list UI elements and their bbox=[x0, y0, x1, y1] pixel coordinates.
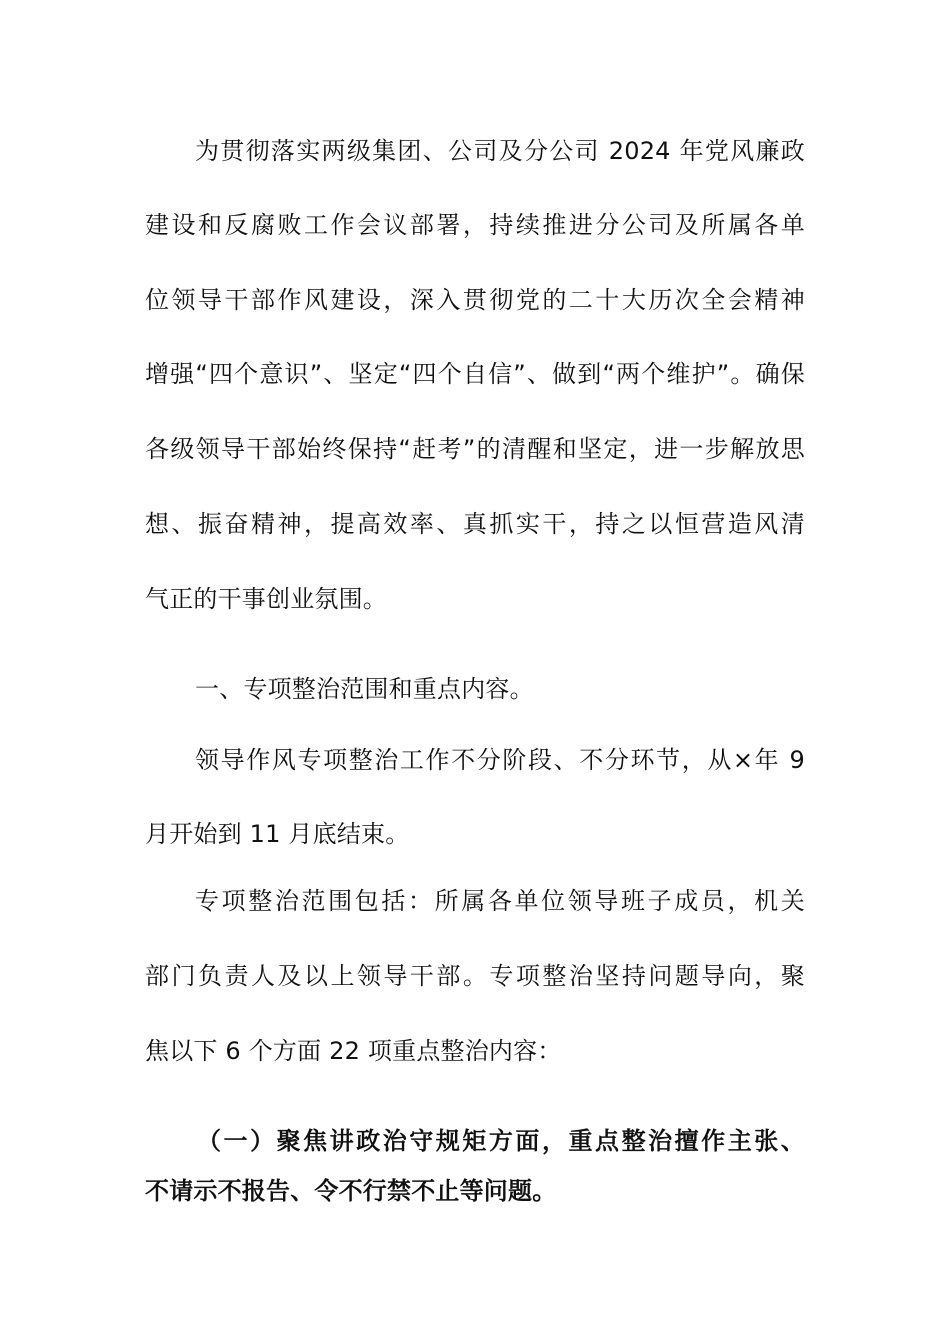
subsection-line-2: 不请示不报告、令不行禁不止等问题。 bbox=[145, 1177, 557, 1205]
intro-line-4: 增强“四个意识”、坚定“四个自信”、做到“两个维护”。确保 bbox=[145, 360, 805, 388]
intro-line-2: 建设和反腐败工作会议部署，持续推进分公司及所属各单 bbox=[145, 211, 805, 239]
intro-line-3: 位领导干部作风建设，深入贯彻党的二十大历次全会精神 bbox=[145, 286, 805, 314]
subsection-line-1: （一）聚焦讲政治守规矩方面，重点整治擅作主张、 bbox=[197, 1127, 805, 1155]
scope-line-3: 焦以下 6 个方面 22 项重点整治内容： bbox=[145, 1037, 562, 1065]
intro-line-1: 为贯彻落实两级集团、公司及分公司 2024 年党风廉政 bbox=[195, 137, 805, 165]
intro-line-7: 气正的干事创业氛围。 bbox=[145, 585, 387, 613]
intro-line-6: 想、振奋精神，提高效率、真抓实干，持之以恒营造风清 bbox=[145, 510, 805, 538]
time-line-1: 领导作风专项整治工作不分阶段、不分环节，从×年 9 bbox=[195, 746, 805, 774]
scope-line-1: 专项整治范围包括：所属各单位领导班子成员，机关 bbox=[195, 887, 805, 915]
scope-line-2: 部门负责人及以上领导干部。专项整治坚持问题导向，聚 bbox=[145, 962, 805, 990]
section-heading: 一、专项整治范围和重点内容。 bbox=[195, 675, 534, 703]
time-line-2: 月开始到 11 月底结束。 bbox=[145, 820, 410, 848]
intro-line-5: 各级领导干部始终保持“赶考”的清醒和坚定，进一步解放思 bbox=[145, 435, 805, 463]
